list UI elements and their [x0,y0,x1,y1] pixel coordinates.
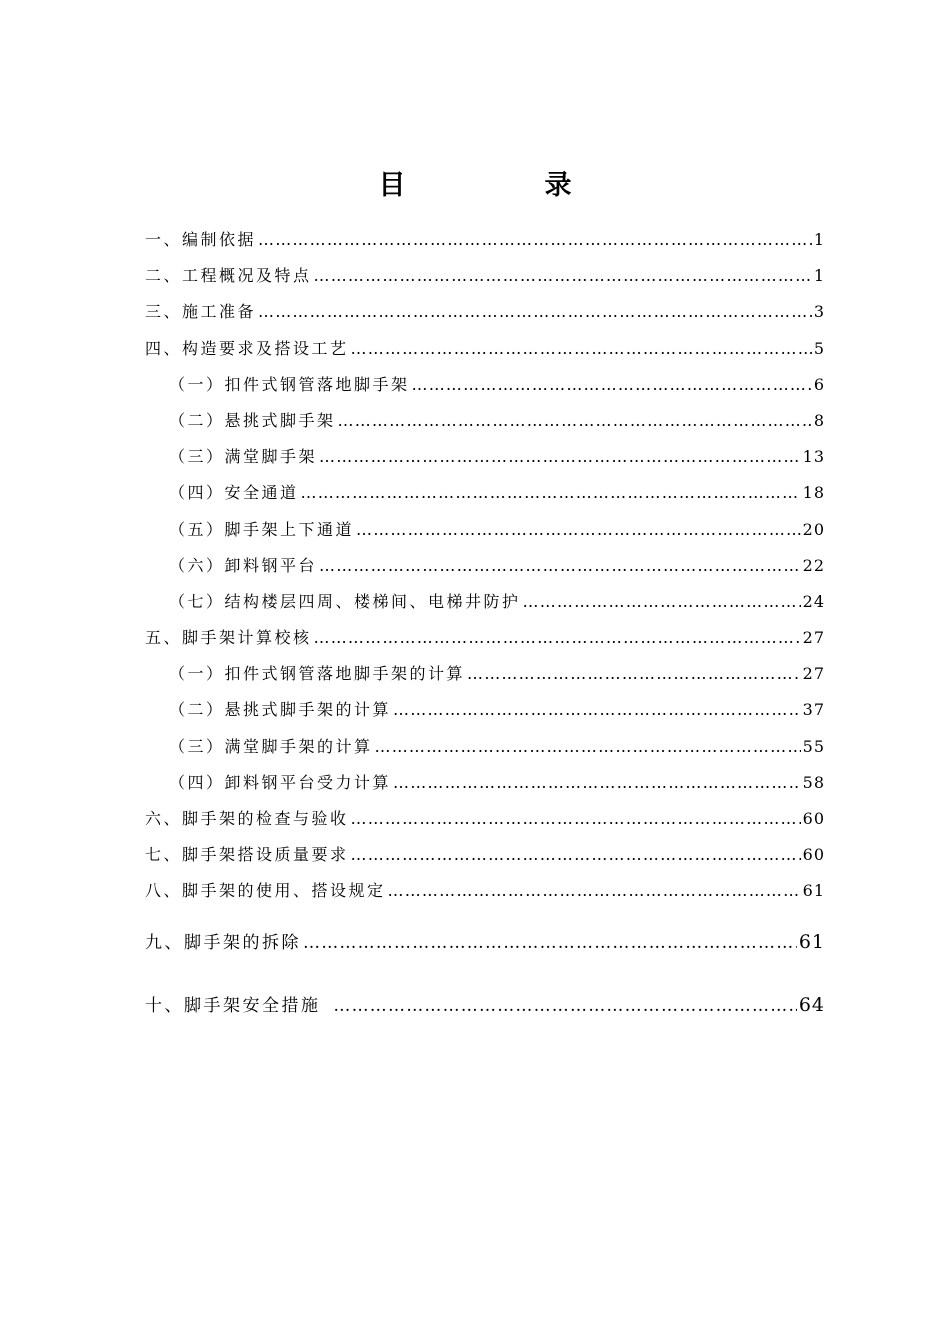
toc-entry-label: 八、脚手架的使用、搭设规定 [145,881,386,901]
dot-leader [303,929,797,957]
toc-entry[interactable] [145,624,825,660]
toc-entry[interactable] [145,733,825,769]
dot-leader [338,407,812,435]
toc-entry-page: 58 [802,772,825,792]
dot-leader [412,371,812,399]
toc-entry-label: 四、构造要求及搭设工艺 [145,338,349,358]
toc-entry-label: 一、编制依据 [145,230,257,249]
toc-entry-page: 18 [802,483,825,503]
toc-entry-label: 五、脚手架计算校核 [145,628,312,648]
toc-entry[interactable] [145,877,825,913]
toc-entry-label: 二、工程概况及特点 [145,266,312,286]
toc-entry-label: （六）卸料钢平台 [169,555,318,575]
toc-entry-page: 22 [802,555,825,575]
dot-leader [314,262,812,290]
toc-entry[interactable] [145,588,825,624]
dot-leader [258,226,812,254]
toc-entry-label: （七）结构楼层四周、楼梯间、电梯井防护 [169,591,521,611]
dot-leader [393,696,801,724]
toc-entry[interactable] [145,443,825,479]
dot-leader [319,443,801,471]
toc-entry-label: 六、脚手架的检查与验收 [145,809,349,828]
dot-leader [388,877,801,905]
toc-entry-label: （一）扣件式钢管落地脚手架的计算 [169,664,466,684]
toc-entry-label: （二）悬挑式脚手架 [169,410,336,430]
dot-leader [351,841,801,869]
toc-entry[interactable] [145,226,825,262]
toc-entry-label: （一）扣件式钢管落地脚手架 [169,374,410,394]
toc-entry[interactable] [145,335,825,371]
toc-entry-page: 61 [802,881,825,901]
toc-entry-page: 27 [802,664,825,684]
toc-entry[interactable] [145,298,825,334]
toc-entry[interactable] [145,407,825,443]
dot-leader [375,733,801,761]
toc-entry-label: 三、施工准备 [145,302,257,322]
toc-entry[interactable] [145,516,825,552]
toc-entry-page: 1 [813,266,825,286]
toc-entry-page: 20 [802,519,825,539]
toc-entry-page: 13 [802,447,825,467]
toc-title: 目 录 [378,170,628,201]
toc-entry-label: 十、脚手架安全措施 [145,995,321,1016]
toc-entry[interactable] [145,479,825,515]
dot-leader [467,660,801,688]
dot-leader [258,298,812,326]
dot-leader [333,992,796,1020]
dot-leader [351,805,801,833]
toc-entry-label: （四）卸料钢平台受力计算 [169,772,392,792]
toc-entry-label: （三）满堂脚手架 [169,447,318,467]
dot-leader [351,335,812,363]
toc-entry-page: 60 [802,809,825,828]
toc-entry-page: 8 [813,410,825,430]
toc-entry-page: 5 [813,338,825,358]
dot-leader [523,588,801,616]
toc-entry-page: 27 [802,628,825,648]
toc-entry-page: 55 [802,736,825,756]
toc-entry-page: 60 [802,845,825,865]
dot-leader [314,624,801,652]
dot-leader [319,552,801,580]
toc-entry-label: （二）悬挑式脚手架的计算 [169,700,392,720]
toc-entry[interactable] [145,769,825,805]
toc-list [145,226,825,1027]
toc-entry[interactable] [145,991,825,1027]
toc-entry[interactable] [145,552,825,588]
toc-entry-page: 3 [813,302,825,322]
toc-entry-label: 九、脚手架的拆除 [145,932,301,953]
toc-entry-page: 24 [802,591,825,611]
toc-entry-page: 61 [798,930,825,953]
toc-entry[interactable] [145,696,825,732]
toc-entry-label: （三）满堂脚手架的计算 [169,736,373,756]
toc-entry[interactable] [145,371,825,407]
toc-entry-page: 64 [798,993,825,1016]
toc-entry-page: 37 [802,700,825,720]
toc-entry[interactable] [145,805,825,841]
toc-entry-page: 6 [813,374,825,394]
toc-entry[interactable] [145,928,825,964]
toc-entry[interactable] [145,262,825,298]
dot-leader [301,479,801,507]
toc-entry-label: （五）脚手架上下通道 [169,519,355,539]
dot-leader [356,516,801,544]
toc-entry-label: （四）安全通道 [169,483,299,503]
toc-entry[interactable] [145,660,825,696]
toc-entry-page: 1 [813,230,825,249]
dot-leader [393,769,801,797]
toc-entry[interactable] [145,841,825,877]
toc-entry-label: 七、脚手架搭设质量要求 [145,845,349,865]
